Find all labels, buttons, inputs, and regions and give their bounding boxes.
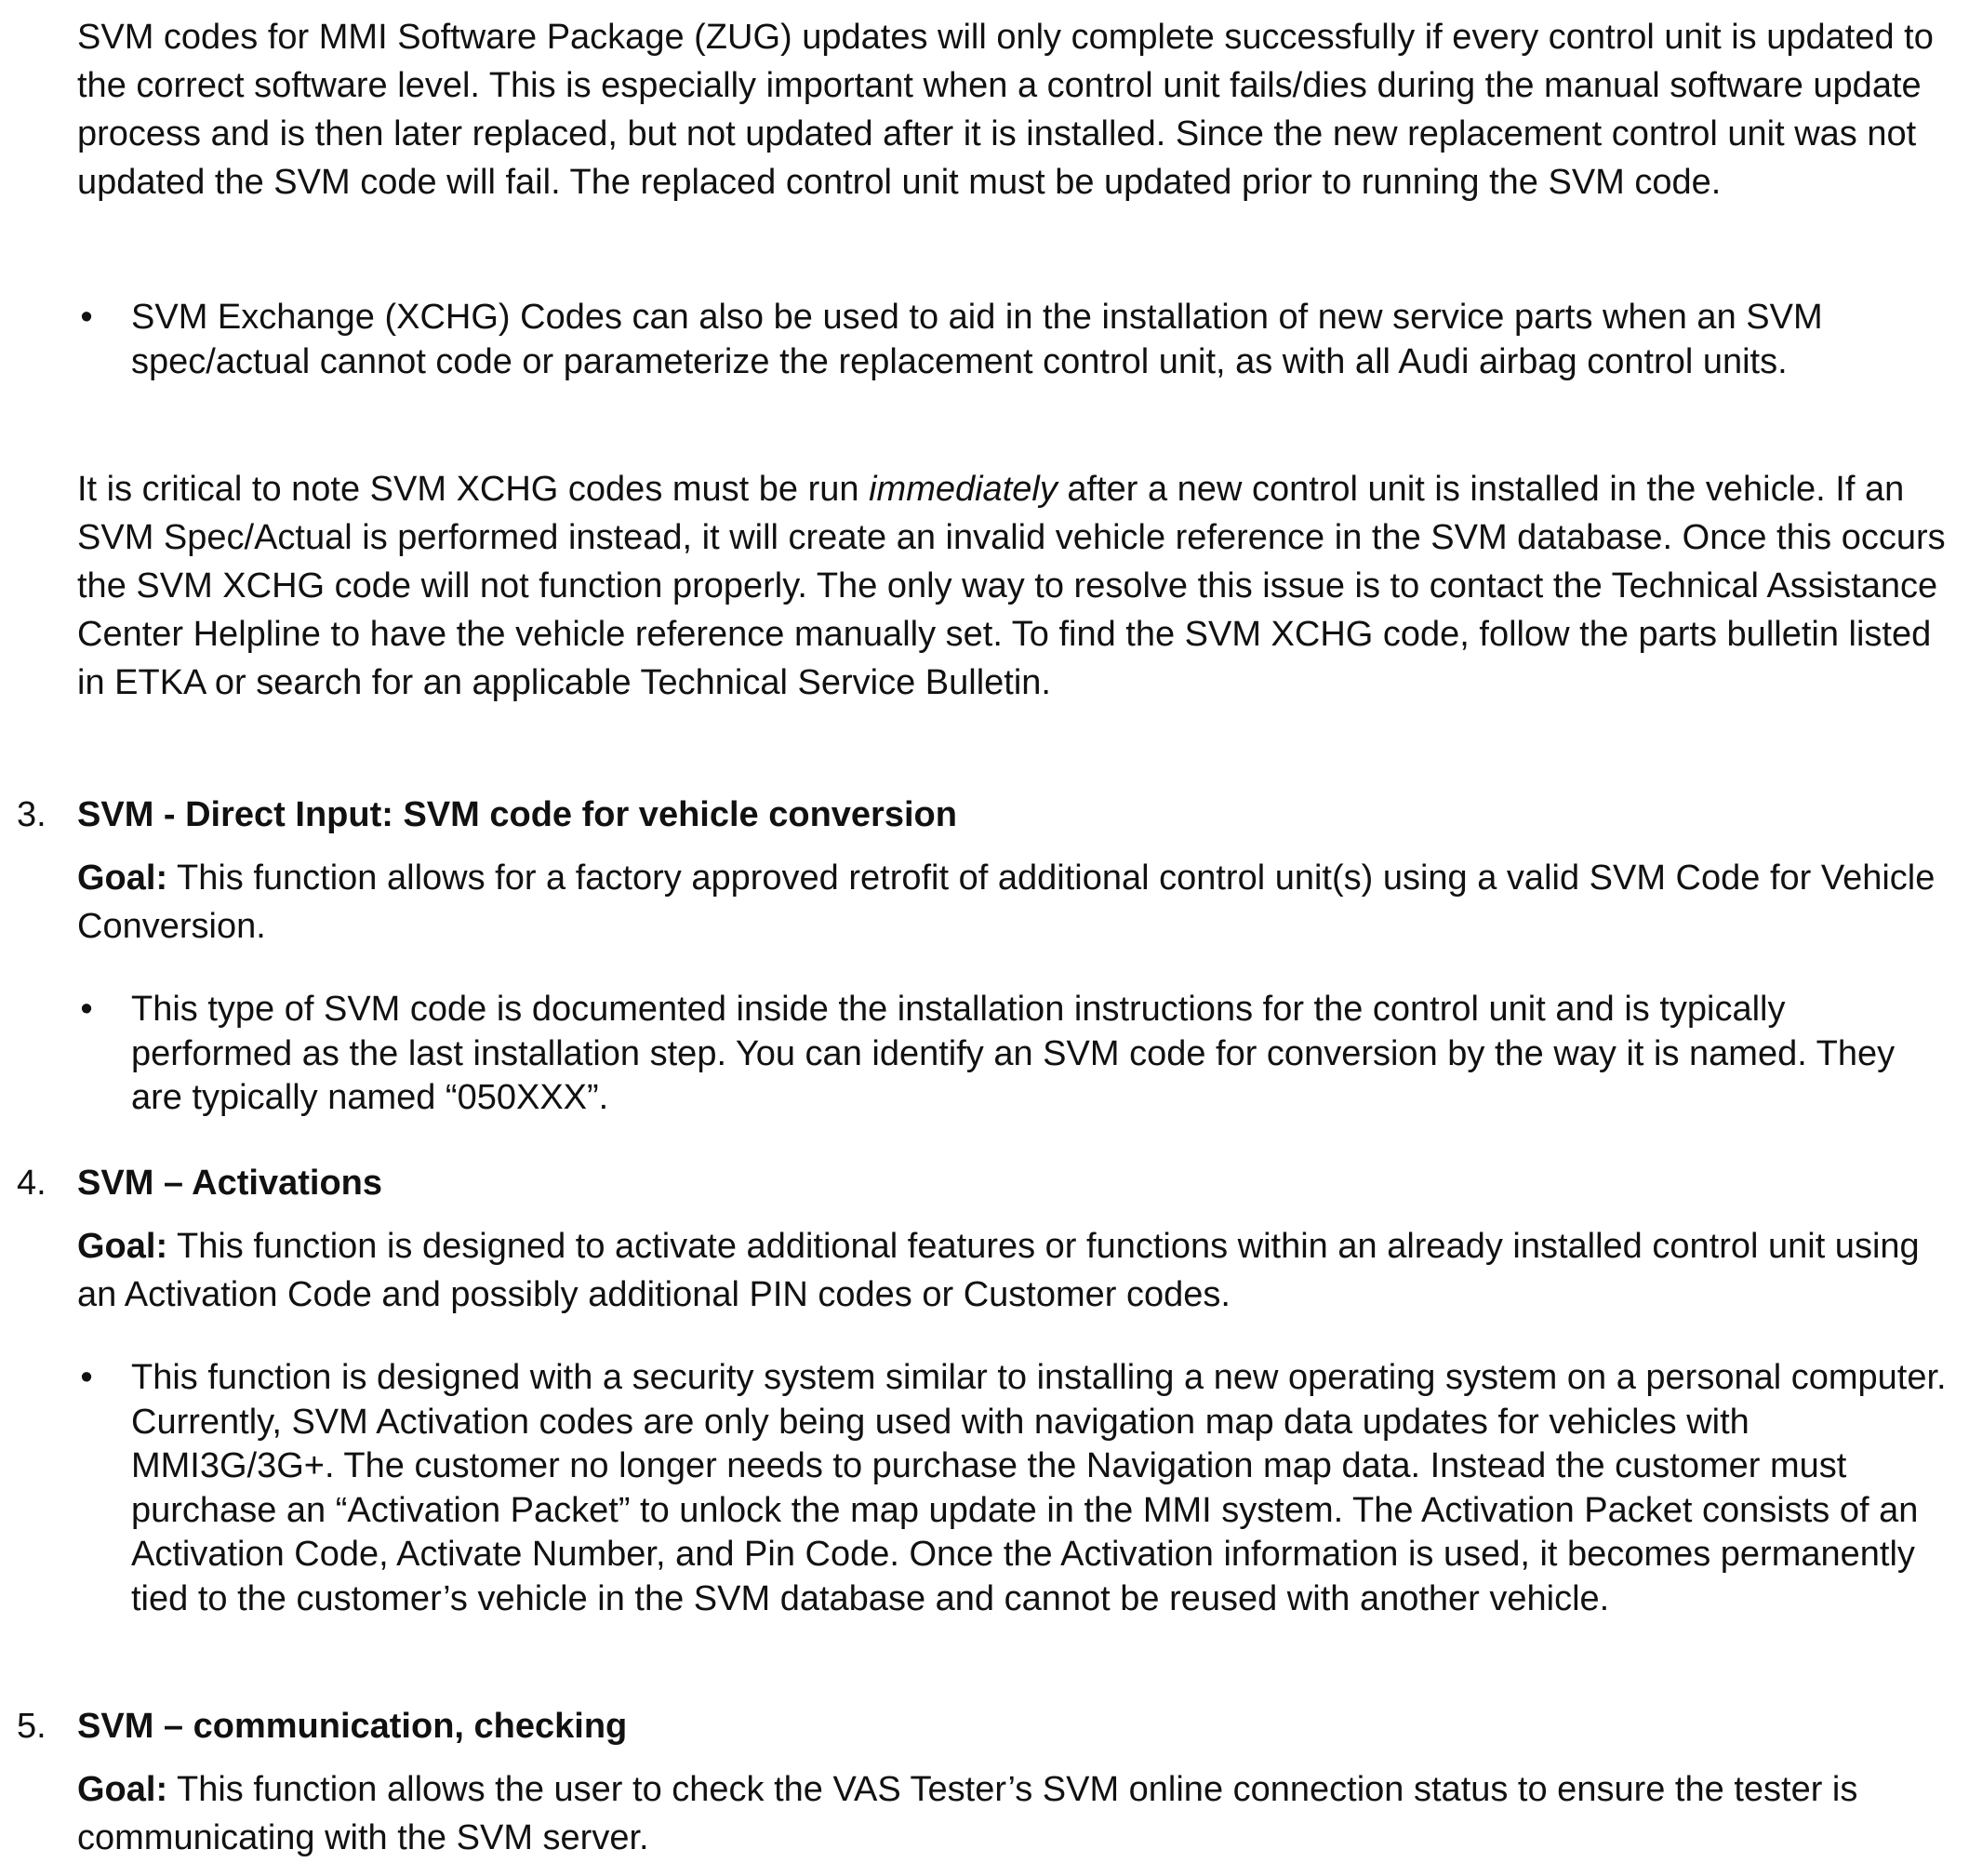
bullet-text-conversion: This type of SVM code is documented inside the installation instructions for the control unit and is typically performed as the last installation step. You can identify an SVM code for conversion by the way it is named. They are typically named “050XXX”.	[131, 990, 1896, 1117]
critical-note-text-start: It is critical to note SVM XCHG codes must be run	[77, 470, 870, 509]
goal-text: This function is designed to activate additional features or functions within an already installed control unit using an Activation Code and possibly additional PIN codes or Customer codes.	[77, 1227, 1920, 1314]
goal-text: This function allows for a factory approved retrofit of additional control unit(s) using a valid SVM Code for Vehicle Conversion.	[77, 858, 1936, 946]
goal-paragraph-4	[77, 1222, 1956, 1319]
goal-paragraph-3	[77, 854, 1956, 951]
section-number: 3.	[17, 795, 47, 834]
section-heading-5	[17, 1702, 627, 1750]
section-heading-3	[17, 791, 957, 839]
bullet-icon: •	[80, 1358, 93, 1397]
bullet-icon: •	[80, 990, 93, 1029]
section-number: 5.	[17, 1707, 47, 1746]
section-title: SVM – communication, checking	[77, 1707, 628, 1746]
section-heading-4	[17, 1159, 382, 1207]
intro-paragraph: SVM codes for MMI Software Package (ZUG) updates will only complete successfully if every control unit is updated to the correct software level. This is especially important when a control unit fails/dies during the manual software update process and is then later replaced, but not updated after it is installed. Since the new replacement control unit was not updated the SVM code will fail. The replaced control unit must be updated prior to running the SVM code.	[77, 18, 1934, 202]
section-title: SVM - Direct Input: SVM code for vehicle conversion	[77, 795, 957, 834]
bullet-icon: •	[80, 298, 93, 337]
section-title: SVM – Activations	[77, 1164, 383, 1203]
bullet-text-activation: This function is designed with a security system similar to installing a new operating system on a personal computer. Currently, SVM Activation codes are only being used with navigation map data updates for vehicles with MMI3G/3G+. The customer no longer needs to purchase the Navigation map data. Instead the customer must purchase an “Activation Packet” to unlock the map update in the MMI system. The Activation Packet consists of an Activation Code, Activate Number, and Pin Code. Once the Activation information is used, it becomes permanently tied to the customer’s vehicle in the SVM database and cannot be reused with another vehicle.	[131, 1358, 1947, 1618]
critical-note-paragraph	[77, 465, 1956, 707]
goal-label: Goal:	[77, 858, 168, 898]
goal-label: Goal:	[77, 1227, 168, 1266]
emphasis-immediately: immediately	[869, 470, 1058, 509]
critical-note-text-end: after a new control unit is installed in the vehicle. If an SVM Spec/Actual is performed instead, it will create an invalid vehicle reference in the SVM database. Once this occurs the SVM XCHG code will not function properly. The only way to resolve this issue is to contact the Technical Assistance Center Helpline to have the vehicle reference manually set. To find the SVM XCHG code, follow the parts bulletin listed in ETKA or search for an applicable Technical Service Bulletin.	[77, 470, 1946, 702]
bullet-text-xchg: SVM Exchange (XCHG) Codes can also be used to aid in the installation of new service parts when an SVM spec/actual cannot code or parameterize the replacement control unit, as with all Audi airbag control units.	[131, 298, 1823, 381]
section-number: 4.	[17, 1164, 47, 1203]
goal-text: This function allows the user to check the VAS Tester’s SVM online connection status to ensure the tester is communicating with the SVM server.	[77, 1770, 1858, 1857]
goal-paragraph-5	[77, 1765, 1956, 1862]
goal-label: Goal:	[77, 1770, 168, 1809]
